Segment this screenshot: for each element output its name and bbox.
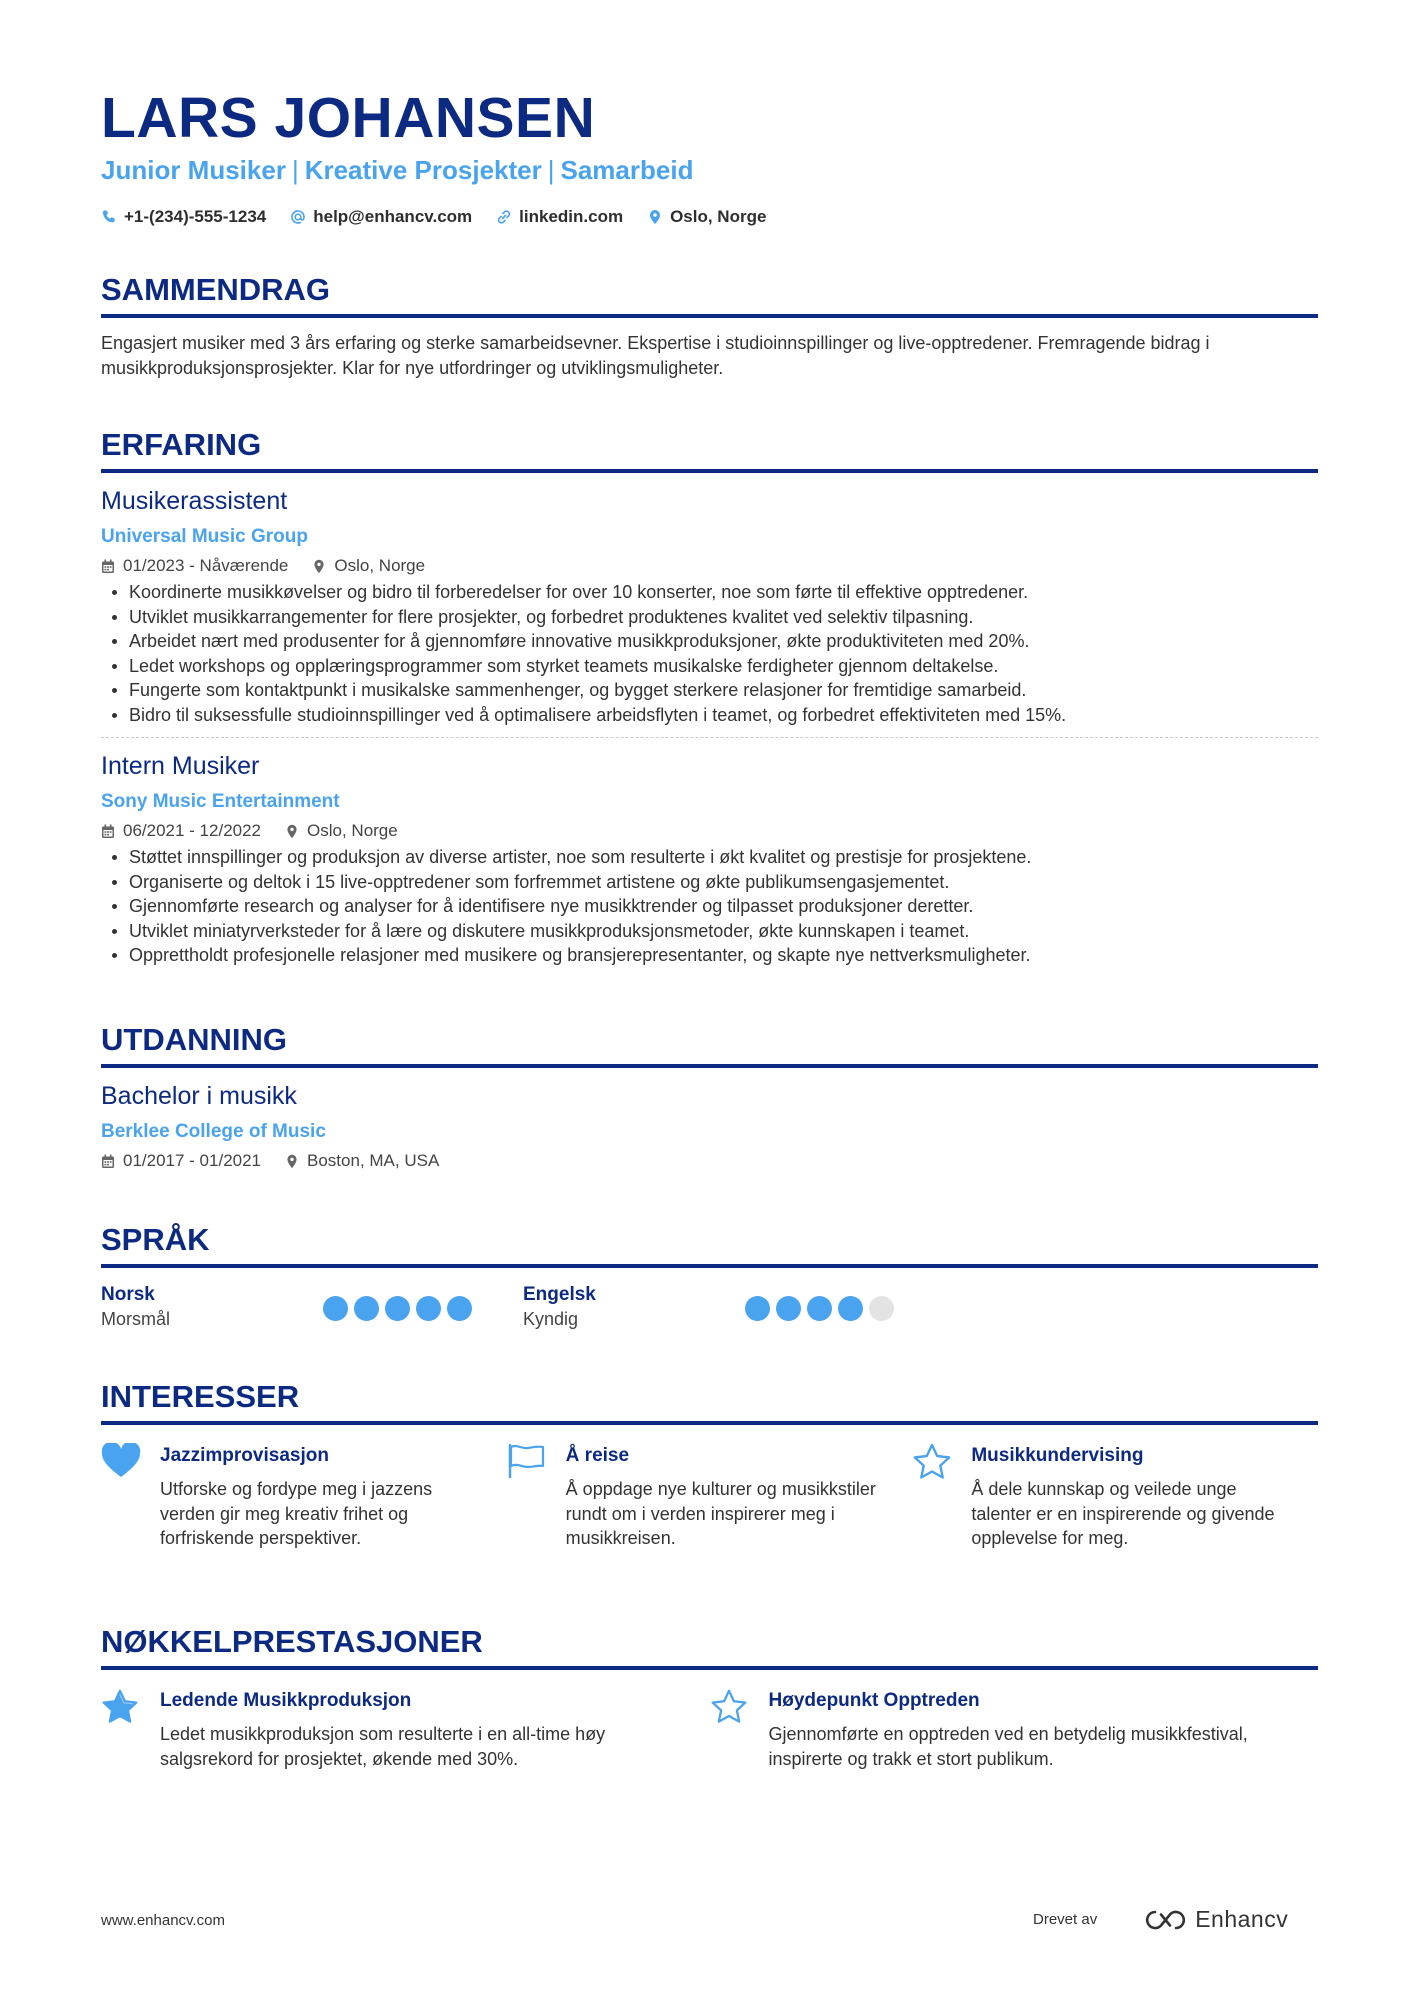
interests-list (101, 1443, 1318, 1551)
achievements-list (101, 1688, 1318, 1771)
location-pin-icon (285, 1154, 299, 1169)
job-location (312, 554, 425, 578)
rating-dot-filled (745, 1296, 770, 1321)
interest-description: Å dele kunnskap og veilede unge talenter er en inspirerende og givende opplevelse for meg. (971, 1479, 1275, 1548)
section-title: ERFARING (101, 425, 1318, 473)
achievement-item (101, 1688, 710, 1771)
job-bullets (101, 845, 1318, 968)
tagline-separator: | (291, 155, 299, 185)
section-title: INTERESSER (101, 1377, 1318, 1425)
language-level: Morsmål (101, 1309, 171, 1329)
at-icon (290, 209, 306, 225)
interests-section (101, 1377, 1318, 1551)
section-title: SPRÅK (101, 1220, 1318, 1268)
education-location-text: Boston, MA, USA (307, 1151, 440, 1170)
education-location (285, 1149, 439, 1173)
education-dates-text: 01/2017 - 01/2021 (123, 1151, 262, 1170)
job-meta (101, 554, 1318, 578)
enhancv-logo-icon (1143, 1908, 1189, 1932)
education-meta (101, 1149, 1318, 1173)
achievements-section (101, 1622, 1318, 1771)
school-name: Berklee College of Music (101, 1121, 326, 1142)
tagline-item: Kreative Prosjekter (304, 155, 542, 185)
job-location-text: Oslo, Norge (307, 821, 398, 840)
language-level: Kyndig (523, 1309, 579, 1329)
calendar-icon (101, 1154, 115, 1169)
list-item: Utviklet musikkarrangementer for flere prosjekter, og forbedret produktenes kvalitet ved selektiv tilpasning. (101, 605, 1318, 630)
location (647, 205, 766, 229)
tagline (101, 150, 693, 190)
rating-dot-filled (447, 1296, 472, 1321)
phone-icon (101, 209, 117, 225)
achievement-description: Gjennomførte en opptreden ved en betydelig musikkfestival, inspirerte og trakk et stort publikum. (768, 1724, 1248, 1769)
interest-description: Å oppdage nye kulturer og musikkstiler rundt om i verden inspirerer meg i musikkreisen. (565, 1479, 876, 1548)
education-section (101, 1020, 1318, 1173)
star-half-icon (101, 1688, 139, 1724)
link-icon (496, 209, 512, 225)
interest-title: Å reise (565, 1445, 630, 1466)
email[interactable] (290, 205, 472, 229)
calendar-icon (101, 559, 115, 574)
company-name: Sony Music Entertainment (101, 791, 340, 812)
location-pin-icon (647, 209, 663, 225)
achievement-item (710, 1688, 1319, 1771)
education-dates (101, 1149, 261, 1173)
tagline-item: Samarbeid (560, 155, 694, 185)
achievement-title: Ledende Musikkproduksjon (160, 1690, 412, 1711)
rating-dot-filled (323, 1296, 348, 1321)
calendar-icon (101, 824, 115, 839)
brand-logo[interactable] (1143, 1906, 1288, 1933)
achievement-title: Høydepunkt Opptreden (768, 1690, 980, 1711)
language-name: Norsk (101, 1284, 155, 1305)
rating-dot-filled (807, 1296, 832, 1321)
powered-by-label: Drevet av (1033, 1911, 1098, 1928)
list-item: Koordinerte musikkøvelser og bidro til forberedelser for over 10 konserter, noe som førte til effektive opptredener. (101, 580, 1318, 605)
job-location-text: Oslo, Norge (334, 556, 426, 575)
job-dates-text: 01/2023 - Nåværende (123, 556, 289, 575)
entry-divider (101, 737, 1318, 738)
company-name: Universal Music Group (101, 526, 308, 547)
language-item (523, 1282, 945, 1331)
experience-section (101, 425, 1318, 968)
interest-item (101, 1443, 507, 1551)
rating-dot-filled (776, 1296, 801, 1321)
contact-info (101, 205, 766, 229)
job-title: Intern Musiker (101, 752, 260, 780)
list-item: Støttet innspillinger og produksjon av diverse artister, noe som resulterte i økt kvalitet og prestisje for prosjektene. (101, 845, 1318, 870)
list-item: Bidro til suksessfulle studioinnspillinger ved å optimalisere arbeidsflyten i teamet, og forbedret effektiviteten med 15%. (101, 703, 1318, 728)
email-text: help@enhancv.com (313, 207, 473, 226)
job-dates-text: 06/2021 - 12/2022 (123, 821, 262, 840)
job-entry (101, 750, 1318, 968)
footer-branding (1033, 1906, 1288, 1933)
star-icon (912, 1443, 952, 1479)
job-entry (101, 485, 1318, 727)
location-text: Oslo, Norge (670, 207, 767, 226)
location-pin-icon (312, 559, 326, 574)
candidate-name: LARS JOHANSEN (101, 86, 596, 150)
job-dates (101, 819, 261, 843)
footer-website[interactable]: www.enhancv.com (101, 1912, 225, 1929)
summary-text: Engasjert musiker med 3 års erfaring og sterke samarbeidsevner. Ekspertise i studioinnspillinger og live-opptredener. Fremragende bidrag i musikkproduksjonsprosjekter. Klar for nye utfordringer og utviklingsmuligheter. (101, 333, 1210, 378)
rating-dot-filled (385, 1296, 410, 1321)
list-item: Opprettholdt profesjonelle relasjoner med musikere og bransjerepresentanter, og skapte nye nettverksmuligheter. (101, 943, 1318, 968)
location-pin-icon (285, 824, 299, 839)
phone[interactable] (101, 205, 266, 229)
languages-section (101, 1220, 1318, 1331)
education-entry (101, 1080, 1318, 1173)
job-bullets (101, 580, 1318, 727)
job-dates (101, 554, 288, 578)
list-item: Gjennomførte research og analyser for å identifisere nye musikktrender og tilpasset produksjoner deretter. (101, 894, 1318, 919)
job-title: Musikerassistent (101, 487, 288, 515)
rating-dot-empty (869, 1296, 894, 1321)
language-rating (323, 1296, 472, 1331)
interest-title: Jazzimprovisasjon (160, 1445, 329, 1466)
brand-name: Enhancv (1195, 1906, 1289, 1932)
linkedin[interactable] (496, 205, 623, 229)
job-location (285, 819, 398, 843)
star-icon (710, 1688, 748, 1724)
list-item: Organiserte og deltok i 15 live-opptredener som forfremmet artistene og økte publikumsengasjementet. (101, 870, 1318, 895)
rating-dot-filled (838, 1296, 863, 1321)
rating-dot-filled (416, 1296, 441, 1321)
language-item (101, 1282, 523, 1331)
interest-description: Utforske og fordype meg i jazzens verden gir meg kreativ frihet og forfriskende perspektiver. (160, 1479, 433, 1548)
languages-list (101, 1282, 1318, 1331)
achievement-description: Ledet musikkproduksjon som resulterte i en all-time høy salgsrekord for prosjektet, økende med 30%. (160, 1724, 606, 1769)
summary-section (101, 270, 1318, 381)
rating-dot-filled (354, 1296, 379, 1321)
section-title: NØKKELPRESTASJONER (101, 1622, 1318, 1670)
tagline-separator: | (547, 155, 555, 185)
degree: Bachelor i musikk (101, 1082, 297, 1110)
list-item: Ledet workshops og opplæringsprogrammer som styrket teamets musikalske ferdigheter gjennom deltakelse. (101, 654, 1318, 679)
list-item: Utviklet miniatyrverksteder for å lære og diskutere musikkproduksjonsmetoder, økte kunnskapen i teamet. (101, 919, 1318, 944)
interest-item (507, 1443, 913, 1551)
list-item: Arbeidet nært med produsenter for å gjennomføre innovative musikkproduksjoner, økte produktiviteten med 20%. (101, 629, 1318, 654)
interest-title: Musikkundervising (971, 1445, 1144, 1466)
interest-item (912, 1443, 1318, 1551)
job-meta (101, 819, 1318, 843)
flag-icon (507, 1443, 547, 1479)
tagline-item: Junior Musiker (101, 155, 286, 185)
linkedin-text: linkedin.com (519, 207, 624, 226)
language-name: Engelsk (523, 1284, 596, 1305)
section-title: UTDANNING (101, 1020, 1318, 1068)
list-item: Fungerte som kontaktpunkt i musikalske sammenhenger, og bygget sterkere relasjoner for fremtidige samarbeid. (101, 678, 1318, 703)
section-title: SAMMENDRAG (101, 270, 1318, 318)
heart-icon (101, 1443, 141, 1479)
phone-text: +1-(234)-555-1234 (124, 207, 267, 226)
language-rating (745, 1296, 894, 1331)
